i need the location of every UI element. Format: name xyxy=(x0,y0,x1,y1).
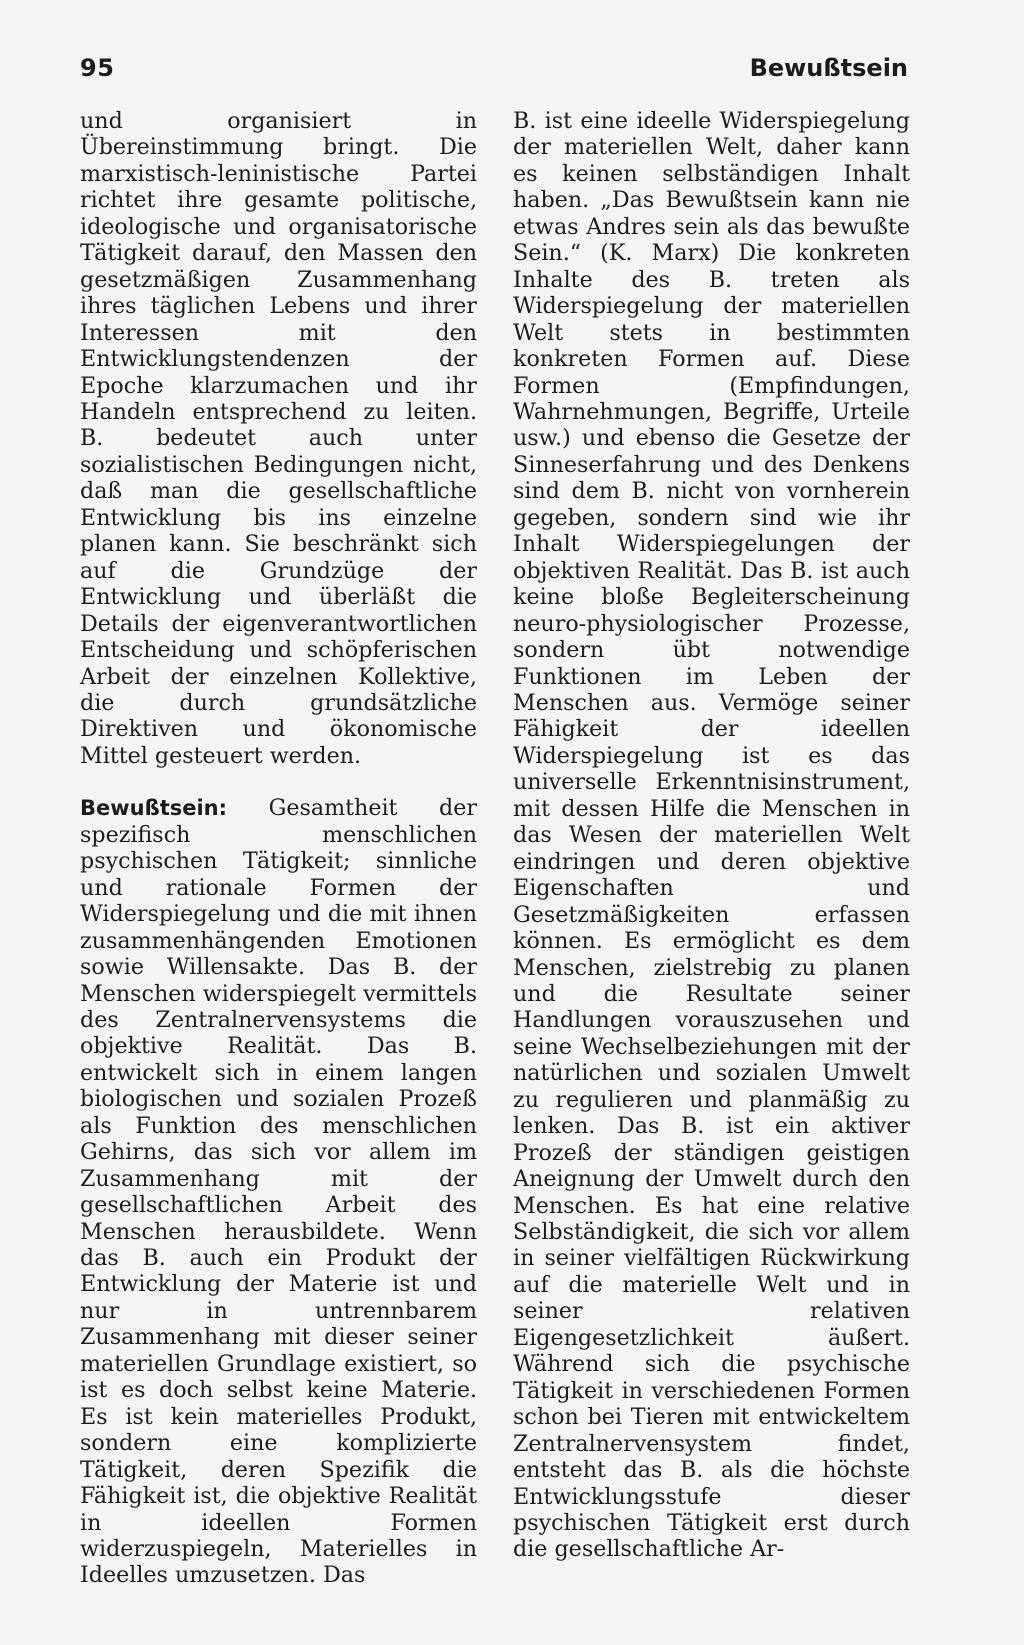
entry-text: Gesamtheit der spezifisch menschlichen psychischen Tätigkeit; sinnliche und rationale Formen der Widerspiegelung und die mit ihnen zusammenhängenden Emotionen sowie Willensakte. Das B. der Menschen widerspiegelt vermittels des Zentralnervensystems die objektive Realität. Das B. entwickelt sich in einem langen biologischen und sozialen Prozeß als Funktion des menschlichen Gehirns, das sich vor allem im Zusammenhang mit der gesellschaftlichen Arbeit des Menschen herausbildete. Wenn das B. auch ein Produkt der Entwicklung der Materie ist und nur in untrennbarem Zusammenhang mit dieser seiner materiellen Grundlage existiert, so ist es doch selbst keine Materie. Es ist kein materielles Produkt, sondern eine komplizierte Tätigkeit, deren Spezifik die Fähigkeit ist, die objektive Realität in ideellen Formen widerzuspiegeln, Materielles in Ideelles umzusetzen. Das xyxy=(80,795,477,1589)
entry-headword: Bewußtsein: xyxy=(80,796,228,821)
left-column xyxy=(80,108,477,1589)
entry-continuation: B. ist eine ideelle Widerspiegelung der materiellen Welt, daher kann es keinen selbständigen Inhalt haben. „Das Bewußtsein kann nie etwas Andres sein als das bewußte Sein.“ (K. Marx) Die konkreten Inhalte des B. treten als Widerspiegelung der materiellen Welt stets in bestimmten konkreten Formen auf. Diese Formen (Empfindungen, Wahrnehmungen, Begriffe, Urteile usw.) und ebenso die Gesetze der Sinneserfahrung und des Denkens sind dem B. nicht von vornherein gegeben, sondern sind wie ihr Inhalt Widerspiegelungen der objektiven Realität. Das B. ist auch keine bloße Begleiterscheinung neuro-physiologischer Prozesse, sondern übt notwendige Funktionen im Leben der Menschen aus. Vermöge seiner Fähigkeit der ideellen Widerspiegelung ist es das universelle Erkenntnisinstrument, mit dessen Hilfe die Menschen in das Wesen der materiellen Welt eindringen und deren objektive Eigenschaften und Gesetzmäßigkeiten erfassen können. Es ermöglicht es dem Menschen, zielstrebig zu planen und die Resultate seiner Handlungen vorauszusehen und seine Wechselbeziehungen mit der natürlichen und sozialen Umwelt zu regulieren und planmäßig zu lenken. Das B. ist ein aktiver Prozeß der ständigen geistigen Aneignung der Umwelt durch den Menschen. Es hat eine relative Selbständigkeit, die sich vor allem in seiner vielfältigen Rückwirkung auf die materielle Welt und in seiner relativen Eigengesetzlichkeit äußert. Während sich die psychische Tätigkeit in verschiedenen Formen schon bei Tieren mit entwickeltem Zentralnervensystem findet, entsteht das B. als die höchste Entwicklungsstufe dieser psychischen Tätigkeit erst durch die gesellschaftliche Ar- xyxy=(513,108,910,1563)
page-number: 95 xyxy=(80,54,115,82)
dictionary-entry xyxy=(80,795,477,1589)
right-column xyxy=(513,108,910,1563)
running-head: Bewußtsein xyxy=(749,54,908,82)
continuation-paragraph: und organisiert in Übereinstimmung bringt. Die marxistisch-leninistische Partei richtet ihre gesamte politische, ideologische und organisatorische Tätigkeit darauf, den Massen den gesetzmäßigen Zusammenhang ihres täglichen Lebens und ihrer Interessen mit den Entwicklungstendenzen der Epoche klarzumachen und ihr Handeln entsprechend zu leiten. B. bedeutet auch unter sozialistischen Bedingungen nicht, daß man die gesellschaftliche Entwicklung bis ins einzelne planen kann. Sie beschränkt sich auf die Grundzüge der Entwicklung und überläßt die Details der eigenverantwortlichen Entscheidung und schöpferischen Arbeit der einzelnen Kollektive, die durch grundsätzliche Direktiven und ökonomische Mittel gesteuert werden. xyxy=(80,108,477,769)
